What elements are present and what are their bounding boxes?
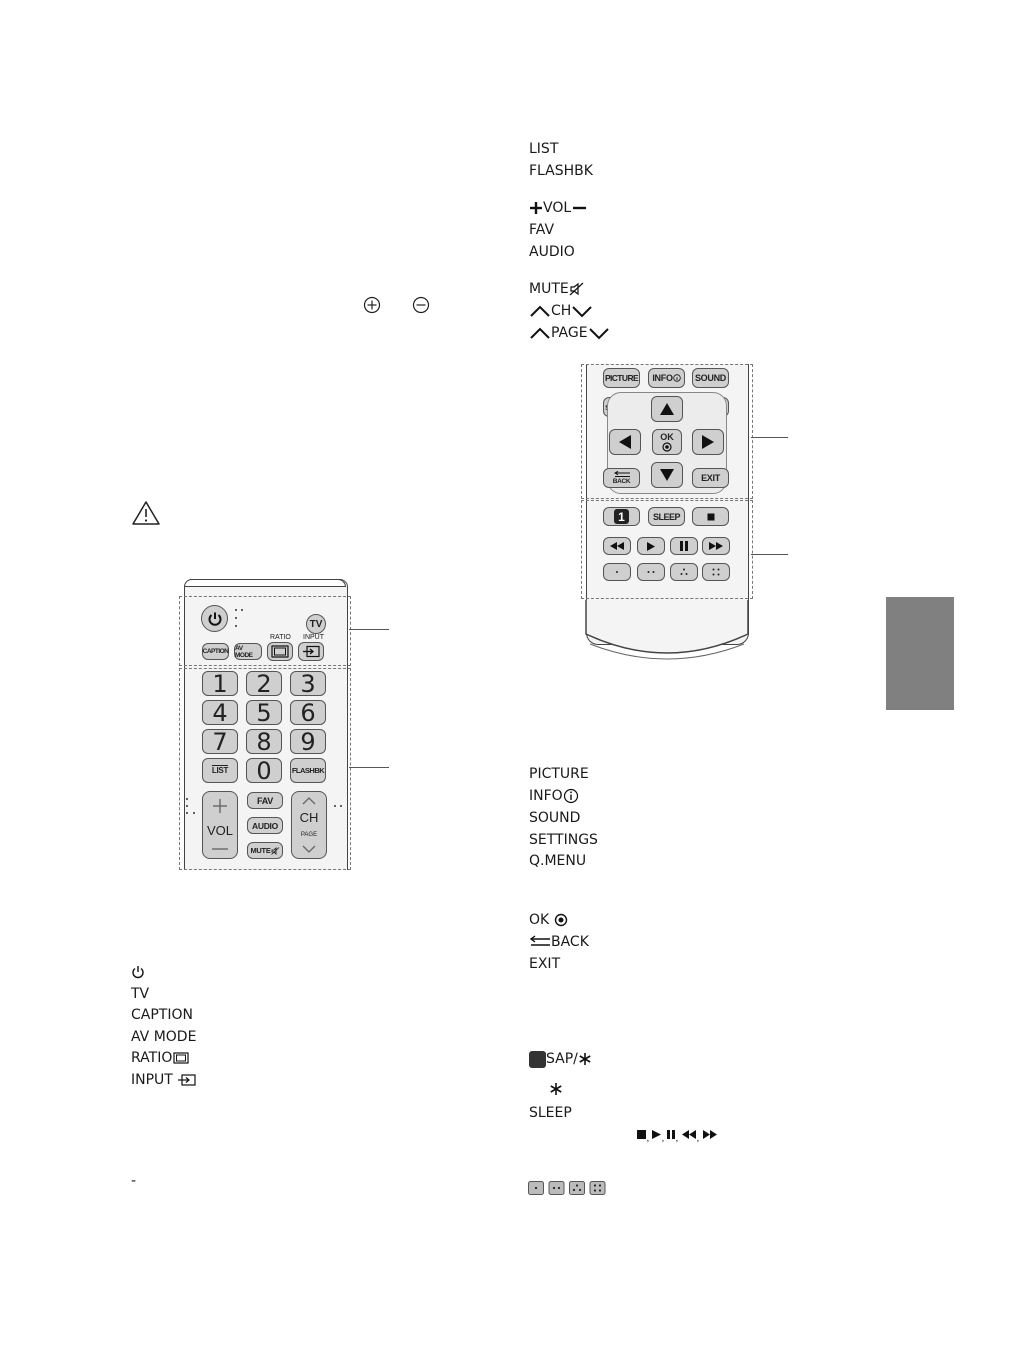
number-6-button[interactable]: 6 <box>290 700 326 725</box>
sap-1-button[interactable] <box>603 507 640 526</box>
minus-icon <box>571 201 587 215</box>
label-sap <box>529 1050 592 1068</box>
label-caption: CAPTION <box>131 1007 193 1023</box>
stop-button[interactable] <box>692 507 729 526</box>
label-info <box>529 787 579 805</box>
label-exit: EXIT <box>529 956 561 972</box>
remote-bottom-curve <box>584 600 750 662</box>
label-flashbk: FLASHBK <box>529 163 593 179</box>
label-input-text: INPUT <box>131 1072 173 1088</box>
number-9-button[interactable]: 9 <box>290 729 326 754</box>
label-sleep: SLEEP <box>529 1105 572 1121</box>
svg-text:,: , <box>675 1133 679 1143</box>
play-icon <box>647 542 655 551</box>
input-icon <box>177 1073 197 1087</box>
label-ch <box>529 302 593 320</box>
pause-icon <box>680 541 688 551</box>
asterisk-icon <box>578 1052 592 1066</box>
label-tv: TV <box>131 986 150 1002</box>
volume-label: VOL <box>206 822 233 838</box>
chevron-down-icon <box>588 326 610 340</box>
left-arrow-button[interactable] <box>609 429 641 455</box>
color-key-2-button[interactable] <box>637 563 665 581</box>
number-8-button[interactable]: 8 <box>246 729 282 754</box>
label-fav: FAV <box>529 222 555 238</box>
three-dot-icon <box>679 568 689 576</box>
ok-label: OK <box>660 431 674 442</box>
number-5-button[interactable]: 5 <box>246 700 282 725</box>
flashbk-button[interactable]: FLASHBK <box>290 758 326 783</box>
chevron-up-icon <box>301 796 317 805</box>
ok-button[interactable] <box>652 429 682 455</box>
triangle-left-icon <box>618 434 632 450</box>
input-caption: INPUT <box>303 634 324 641</box>
label-back <box>529 933 589 951</box>
picture-button[interactable]: PICTURE <box>603 368 640 388</box>
label-sap-text: SAP/ <box>546 1051 578 1067</box>
power-dots <box>234 607 242 629</box>
label-ratio-text: RATIO <box>131 1050 173 1066</box>
svg-text:,: , <box>646 1133 650 1143</box>
audio-button[interactable]: AUDIO <box>247 817 283 834</box>
power-button[interactable] <box>201 605 228 632</box>
color-key-3-button[interactable] <box>670 563 698 581</box>
back-button[interactable] <box>603 468 640 488</box>
chevron-up-icon <box>529 304 551 318</box>
label-picture: PICTURE <box>529 766 589 782</box>
callout-line-2 <box>349 767 389 768</box>
label-input <box>131 1071 197 1089</box>
power-icon <box>207 611 223 627</box>
label-ratio <box>131 1049 190 1067</box>
mute-button[interactable] <box>247 842 283 859</box>
vol-dots <box>185 796 197 816</box>
number-4-button[interactable]: 4 <box>202 700 238 725</box>
asterisk-icon <box>549 1082 563 1096</box>
back-label: BACK <box>612 478 631 485</box>
color-keys-icons <box>528 1181 608 1195</box>
label-page <box>529 324 610 342</box>
mute-label: MUTE <box>250 846 271 855</box>
number-2-button[interactable]: 2 <box>246 671 282 696</box>
label-ch-text: CH <box>551 303 572 319</box>
plus-circle-icon <box>363 296 381 314</box>
media-controls-icon <box>636 1127 722 1143</box>
triangle-down-icon <box>659 468 675 482</box>
label-sound: SOUND <box>529 810 581 826</box>
play-button[interactable] <box>637 537 665 555</box>
caption-button[interactable]: CAPTION <box>202 643 229 660</box>
info-icon <box>563 788 579 804</box>
label-dash: - <box>131 1173 137 1189</box>
number-3-button[interactable]: 3 <box>290 671 326 696</box>
fast-forward-icon <box>709 542 723 550</box>
label-ok <box>529 911 568 929</box>
tv-button[interactable]: TV <box>306 614 326 634</box>
svg-text:,: , <box>696 1133 700 1143</box>
label-vol <box>529 199 587 217</box>
svg-text:,: , <box>661 1133 665 1143</box>
stop-icon <box>707 513 715 521</box>
four-dot-icon <box>711 568 721 576</box>
ok-dot-icon <box>554 913 568 927</box>
channel-label: CH <box>299 810 319 826</box>
fast-forward-button[interactable] <box>702 537 730 555</box>
page-label: PAGE <box>300 831 318 838</box>
volume-rocker[interactable] <box>202 791 238 859</box>
one-dot-icon <box>612 569 622 575</box>
minus-circle-icon <box>412 296 430 314</box>
back-arrow-icon <box>529 935 551 949</box>
power-icon <box>131 965 145 979</box>
label-info-text: INFO <box>529 788 563 804</box>
number-7-button[interactable]: 7 <box>202 729 238 754</box>
label-qmenu: Q.MENU <box>529 853 587 869</box>
triangle-up-icon <box>659 402 675 416</box>
color-key-4-button[interactable] <box>702 563 730 581</box>
label-mute <box>529 280 585 298</box>
ratio-button[interactable] <box>267 642 293 661</box>
label-page-text: PAGE <box>551 325 588 341</box>
two-dot-icon <box>646 569 656 575</box>
label-back-text: BACK <box>551 934 589 950</box>
sound-button[interactable]: SOUND <box>692 368 729 388</box>
input-icon <box>302 645 320 658</box>
rewind-icon <box>610 542 624 550</box>
label-settings: SETTINGS <box>529 832 598 848</box>
sap-1-label: 1 <box>614 509 629 524</box>
label-audio: AUDIO <box>529 244 575 260</box>
list-button[interactable]: LIST <box>202 758 238 783</box>
chevron-down-icon <box>571 304 593 318</box>
chevron-down-icon <box>301 845 317 854</box>
minus-icon <box>211 846 229 852</box>
avmode-button[interactable]: AV MODE <box>234 643 262 660</box>
ok-dot-icon <box>662 442 672 452</box>
color-key-1-button[interactable] <box>603 563 631 581</box>
ratio-icon <box>271 645 289 658</box>
input-button[interactable] <box>298 642 324 661</box>
label-list: LIST <box>529 141 559 157</box>
callout-line-1 <box>349 629 389 630</box>
info-button[interactable] <box>648 368 685 388</box>
exit-button[interactable]: EXIT <box>692 468 729 488</box>
back-arrow-icon <box>613 471 631 478</box>
label-av-mode: AV MODE <box>131 1029 197 1045</box>
up-arrow-button[interactable] <box>651 396 683 422</box>
channel-rocker[interactable] <box>291 791 327 859</box>
callout-line-3 <box>751 437 788 438</box>
right-arrow-button[interactable] <box>692 429 724 455</box>
info-icon <box>673 374 681 382</box>
label-ok-text: OK <box>529 912 550 928</box>
plus-icon <box>212 798 228 814</box>
sleep-button[interactable]: SLEEP <box>648 507 685 526</box>
number-1-button[interactable]: 1 <box>202 671 238 696</box>
remote-top-edge <box>184 579 346 587</box>
ch-dots <box>332 796 344 802</box>
label-vol-text: VOL <box>543 200 572 216</box>
mute-icon <box>569 282 585 296</box>
chevron-up-icon <box>529 326 551 340</box>
callout-line-4 <box>751 554 788 555</box>
plus-icon <box>529 201 543 215</box>
section-side-tab <box>886 597 954 710</box>
mute-icon <box>271 847 280 855</box>
sap-square-icon <box>529 1051 546 1068</box>
warning-icon <box>131 500 161 526</box>
pause-button[interactable] <box>670 537 698 555</box>
triangle-right-icon <box>701 434 715 450</box>
number-0-button[interactable]: 0 <box>246 758 282 783</box>
rewind-button[interactable] <box>603 537 631 555</box>
down-arrow-button[interactable] <box>651 462 683 488</box>
ratio-caption: RATIO <box>270 634 291 641</box>
ratio-icon <box>172 1051 190 1065</box>
label-mute-text: MUTE <box>529 281 569 297</box>
fav-button[interactable]: FAV <box>247 792 283 809</box>
info-label: INFO <box>652 373 673 383</box>
